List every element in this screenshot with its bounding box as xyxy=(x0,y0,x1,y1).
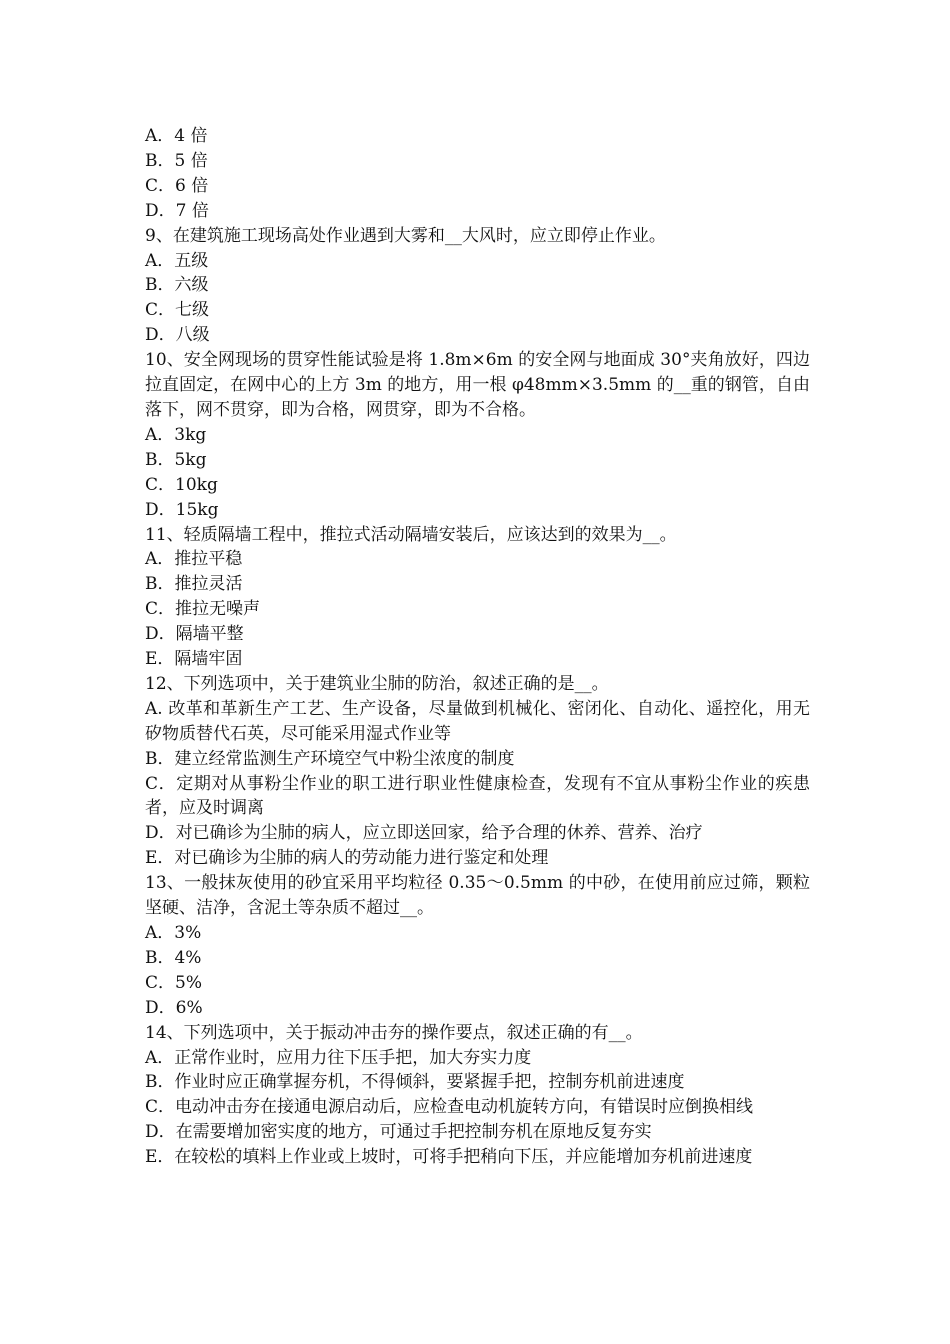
answer-option: B．建立经常监测生产环境空气中粉尘浓度的制度 xyxy=(145,748,515,769)
answer-option: A．3% xyxy=(145,923,202,943)
answer-option: B．5 倍 xyxy=(145,150,208,171)
answer-option: D．6% xyxy=(145,997,203,1018)
answer-option: E．在较松的填料上作业或上坡时，可将手把稍向下压，并应能增加夯机前进速度 xyxy=(145,1147,753,1168)
answer-option: C．七级 xyxy=(145,300,210,321)
answer-option: A．推拉平稳 xyxy=(145,549,243,570)
question-text: 12、下列选项中，关于建筑业尘肺的防治，叙述正确的是__。 xyxy=(145,673,609,694)
answer-option: C．10kg xyxy=(145,474,218,495)
question-text: 10、安全网现场的贯穿性能试验是将 1.8m×6m 的安全网与地面成 30°夹角放好，四边拉直固定，在网中心的上方 3m 的地方，用一根 φ48mm×3.5mm 的__重的钢管，自由落下，网不贯穿，即为合格，网贯穿，即为不合格。 xyxy=(145,350,810,420)
answer-option: A．正常作业时，应用力往下压手把，加大夯实力度 xyxy=(145,1047,532,1068)
answer-option: D．15kg xyxy=(145,499,219,520)
answer-option: A．3kg xyxy=(145,424,207,445)
answer-option: E．对已确诊为尘肺的病人的劳动能力进行鉴定和处理 xyxy=(145,848,549,869)
answer-option: B．推拉灵活 xyxy=(145,574,243,595)
question-text: 14、下列选项中，关于振动冲击夯的操作要点，叙述正确的有__。 xyxy=(145,1022,643,1043)
answer-option: D．对已确诊为尘肺的病人，应立即送回家，给予合理的休养、营养、治疗 xyxy=(145,823,703,844)
answer-option: C．电动冲击夯在接通电源启动后，应检查电动机旋转方向，有错误时应倒换相线 xyxy=(145,1097,754,1118)
answer-option: B．作业时应正确掌握夯机，不得倾斜，要紧握手把，控制夯机前进速度 xyxy=(145,1072,685,1093)
document-body xyxy=(145,124,810,1170)
answer-option: A. 改革和革新生产工艺、生产设备，尽量做到机械化、密闭化、自动化、遥控化，用无矽物质替代石英，尽可能采用湿式作业等 xyxy=(145,698,810,744)
answer-option: D．隔墙平整 xyxy=(145,624,244,645)
question-text: 11、轻质隔墙工程中，推拉式活动隔墙安装后，应该达到的效果为__。 xyxy=(145,524,677,545)
answer-option: C．推拉无噪声 xyxy=(145,599,261,620)
answer-option: C．6 倍 xyxy=(145,175,209,196)
answer-option: D．7 倍 xyxy=(145,200,209,221)
answer-option: D．在需要增加密实度的地方，可通过手把控制夯机在原地反复夯实 xyxy=(145,1122,652,1143)
answer-option: B．4% xyxy=(145,947,202,968)
answer-option: A．4 倍 xyxy=(145,126,208,146)
answer-option: C．定期对从事粉尘作业的职工进行职业性健康检查，发现有不宜从事粉尘作业的疾患者，应及时调离 xyxy=(145,773,810,819)
question-text: 13、一般抹灰使用的砂宜采用平均粒径 0.35～0.5mm 的中砂，在使用前应过筛，颗粒坚硬、洁净，含泥土等杂质不超过__。 xyxy=(145,873,810,919)
answer-option: A．五级 xyxy=(145,250,209,271)
answer-option: D．八级 xyxy=(145,325,210,346)
answer-option: B．5kg xyxy=(145,449,207,470)
answer-option: C．5% xyxy=(145,972,202,993)
answer-option: B．六级 xyxy=(145,275,209,296)
question-text: 9、在建筑施工现场高处作业遇到大雾和__大风时，应立即停止作业。 xyxy=(145,225,666,246)
answer-option: E．隔墙牢固 xyxy=(145,649,243,670)
